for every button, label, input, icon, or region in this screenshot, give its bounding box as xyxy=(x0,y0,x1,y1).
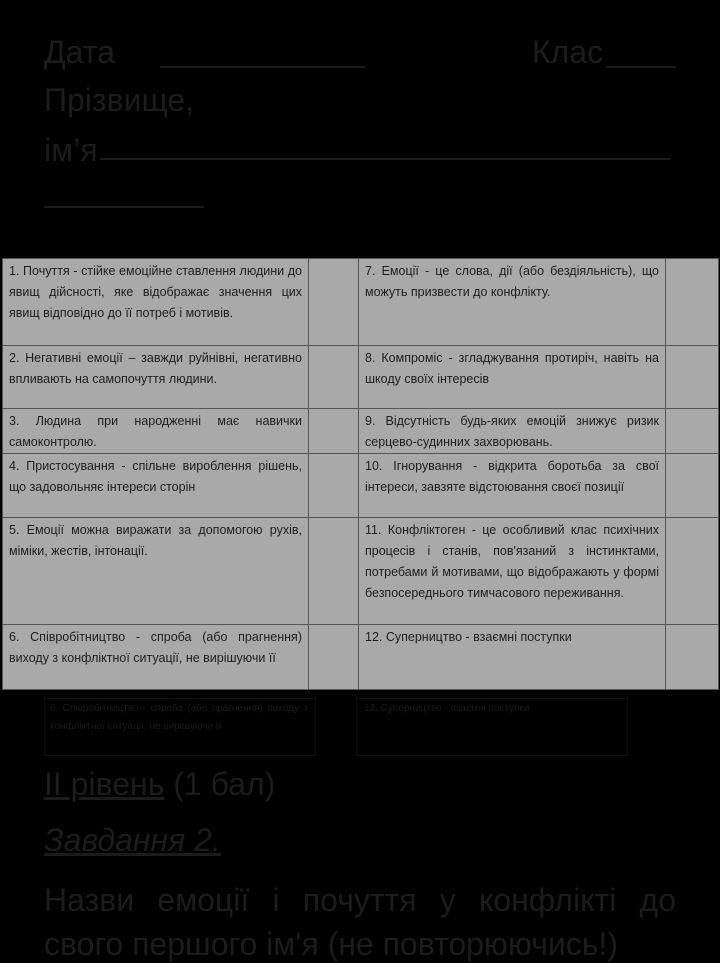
task-text-line1: Назви емоції і почуття у конфлікті до xyxy=(44,882,676,918)
answer-cell-12[interactable] xyxy=(666,625,719,690)
statement-1: 1. Почуття - стійке емоційне ставлення людини до явищ дійсності, яке відображає значення цих явищ відповідно до її потреб і мотивів. xyxy=(3,259,309,346)
table-row xyxy=(3,259,719,346)
level-heading xyxy=(44,766,275,803)
statement-9: 9. Відсутність будь-яких емоцій знижує ризик серцево-судинних захворювань. xyxy=(359,409,666,454)
statement-7: 7. Емоції - це слова, дії (або бездіяльність), що можуть призвести до конфлікту. xyxy=(359,259,666,346)
class-field-line[interactable] xyxy=(606,66,676,68)
name-label: ім’я xyxy=(44,132,98,168)
statement-6: 6. Співробітництво - спроба (або прагнення) виходу з конфліктної ситуації, не вирішуючи її xyxy=(3,625,309,690)
statement-3: 3. Людина при народженні має навички самоконтролю. xyxy=(3,409,309,454)
answer-cell-3[interactable] xyxy=(309,409,359,454)
answer-cell-9[interactable] xyxy=(666,409,719,454)
statement-8: 8. Компроміс - згладжування протиріч, навіть на шкоду своїх інтересів xyxy=(359,346,666,409)
table-row xyxy=(3,518,719,625)
ghost-statement-12: 12. Суперництво - взаємні поступки xyxy=(364,703,530,714)
table-row xyxy=(3,625,719,690)
statement-10: 10. Ігнорування - відкрита боротьба за свої інтереси, завзяте відстоювання своєї позиції xyxy=(359,454,666,518)
task-title: Завдання 2. xyxy=(44,822,221,858)
answer-cell-5[interactable] xyxy=(309,518,359,625)
date-field-line[interactable] xyxy=(160,66,365,68)
name-field-line[interactable] xyxy=(100,158,670,160)
statement-12: 12. Суперництво - взаємні поступки xyxy=(359,625,666,690)
answer-cell-6[interactable] xyxy=(309,625,359,690)
statement-5: 5. Емоції можна виражати за допомогою рухів, міміки, жестів, інтонації. xyxy=(3,518,309,625)
answer-cell-7[interactable] xyxy=(666,259,719,346)
task-text-line2: свого першого ім'я (не повторюючись!) xyxy=(44,926,618,962)
ghost-statement-6: 6. Співробітництво - спроба (або прагнення) виходу з конфліктної ситуації, не вирішуючи її xyxy=(50,703,308,732)
statement-4: 4. Пристосування - спільне вироблення рішень, що задовольняє інтереси сторін xyxy=(3,454,309,518)
answer-cell-2[interactable] xyxy=(309,346,359,409)
date-label: Дата xyxy=(44,34,115,70)
level-title: ІІ рівень xyxy=(44,766,165,802)
surname-label: Прізвище, xyxy=(44,82,195,118)
table-row xyxy=(3,346,719,409)
true-false-table xyxy=(2,258,719,690)
table-row xyxy=(3,409,719,454)
table-row xyxy=(3,454,719,518)
level-points: (1 бал) xyxy=(173,766,276,802)
statement-11: 11. Конфліктоген - це особливий клас психічних процесів і станів, пов'язаний з інстинктами, потребами й мотивами, що відображають у формі безпосереднього тимчасового переживання. xyxy=(359,518,666,625)
class-label: Клас xyxy=(532,34,604,70)
name-field-line-2[interactable] xyxy=(44,206,204,208)
answer-cell-1[interactable] xyxy=(309,259,359,346)
statement-2: 2. Негативні емоції – завжди руйнівні, негативно впливають на самопочуття людини. xyxy=(3,346,309,409)
answer-cell-4[interactable] xyxy=(309,454,359,518)
answer-cell-8[interactable] xyxy=(666,346,719,409)
answer-cell-11[interactable] xyxy=(666,518,719,625)
answer-cell-10[interactable] xyxy=(666,454,719,518)
